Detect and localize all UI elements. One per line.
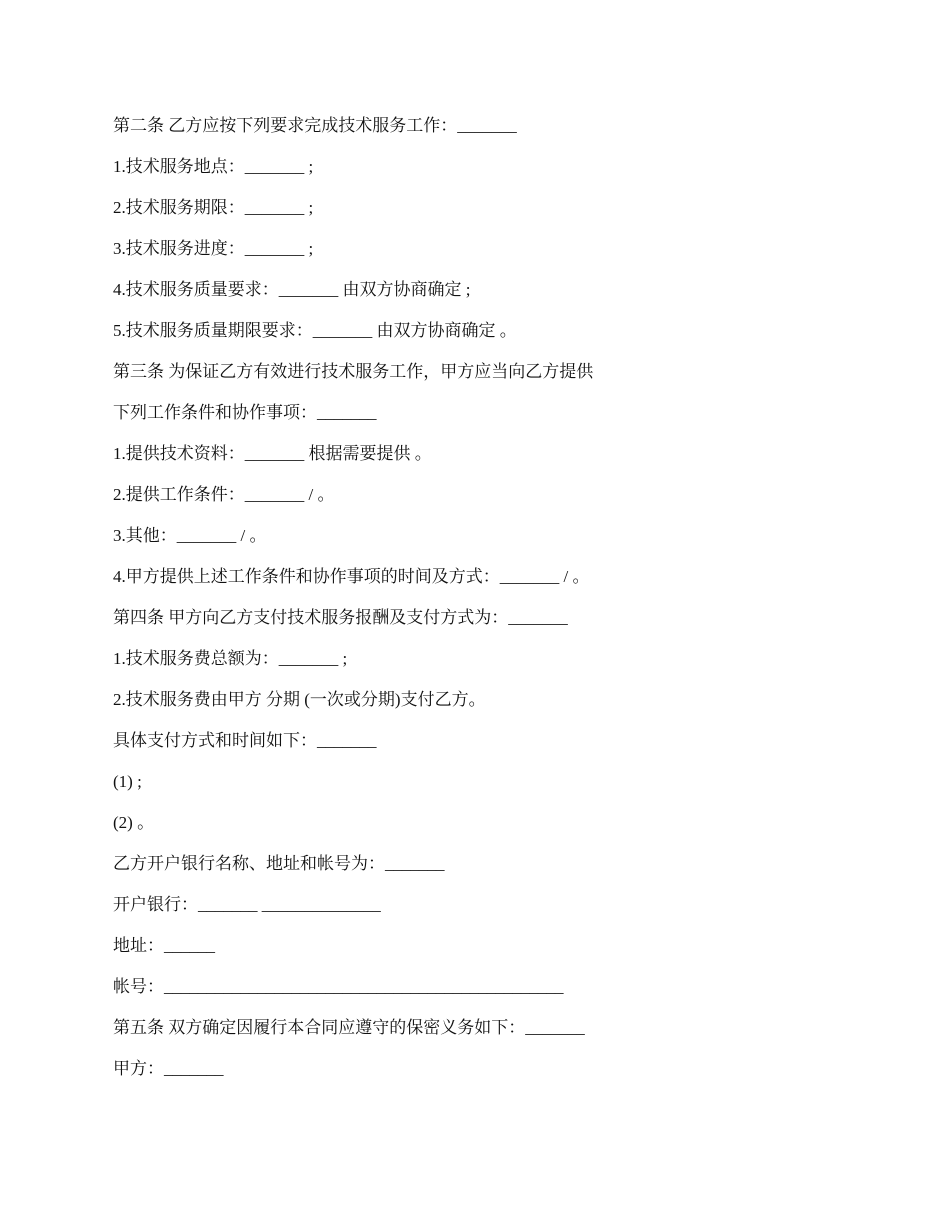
payment-item-1: (1) ; — [113, 772, 142, 791]
payment-item-2: (2) 。 — [113, 813, 155, 832]
clause-2-item-2: 2.技术服务期限：_______ ; — [113, 198, 314, 217]
clause-3-heading-cont: 下列工作条件和协作事项：_______ — [113, 403, 377, 422]
bank-name-line: 开户银行：_______ ______________ — [113, 895, 381, 914]
clause-3-item-4: 4.甲方提供上述工作条件和协作事项的时间及方式：_______ / 。 — [113, 567, 590, 586]
clause-2-item-5: 5.技术服务质量期限要求：_______ 由双方协商确定 。 — [113, 321, 517, 340]
payment-detail-heading: 具体支付方式和时间如下：_______ — [113, 731, 377, 750]
bank-info-heading: 乙方开户银行名称、地址和帐号为：_______ — [113, 854, 445, 873]
bank-account-line: 帐号：_______________________________________________ — [113, 977, 564, 996]
bank-address-line: 地址：______ — [113, 936, 215, 955]
clause-2-item-1: 1.技术服务地点：_______ ; — [113, 157, 314, 176]
clause-2-item-4: 4.技术服务质量要求：_______ 由双方协商确定 ; — [113, 280, 471, 299]
clause-4-item-1: 1.技术服务费总额为：_______ ; — [113, 649, 348, 668]
clause-3-item-3: 3.其他：_______ / 。 — [113, 526, 267, 545]
clause-3-item-1: 1.提供技术资料：_______ 根据需要提供 。 — [113, 444, 432, 463]
clause-4-heading: 第四条 甲方向乙方支付技术服务报酬及支付方式为：_______ — [113, 608, 568, 627]
clause-3-heading: 第三条 为保证乙方有效进行技术服务工作，甲方应当向乙方提供 — [113, 362, 594, 381]
contract-body — [113, 112, 853, 1096]
clause-4-item-2: 2.技术服务费由甲方 分期 (一次或分期)支付乙方。 — [113, 690, 486, 709]
clause-2-heading: 第二条 乙方应按下列要求完成技术服务工作：_______ — [113, 116, 517, 135]
party-a-line: 甲方：_______ — [113, 1059, 224, 1078]
clause-3-item-2: 2.提供工作条件：_______ / 。 — [113, 485, 335, 504]
clause-5-heading: 第五条 双方确定因履行本合同应遵守的保密义务如下：_______ — [113, 1018, 585, 1037]
clause-2-item-3: 3.技术服务进度：_______ ; — [113, 239, 314, 258]
